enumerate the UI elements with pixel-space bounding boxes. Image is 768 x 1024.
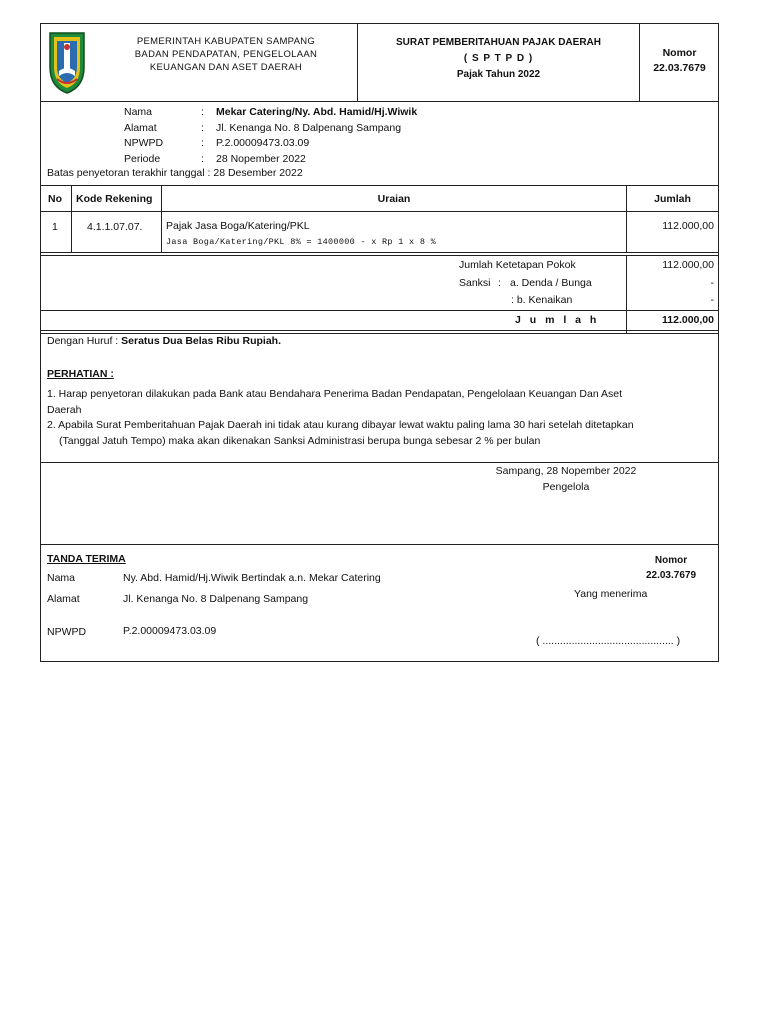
place-date: Sampang, 28 Nopember 2022: [495, 465, 637, 477]
receipt-nomor-value: 22.03.7679: [645, 570, 697, 581]
colon: :: [201, 137, 204, 149]
pokok-label: Jumlah Ketetapan Pokok: [459, 259, 576, 271]
periode-label: Periode: [124, 152, 161, 165]
receipt-alamat-value: Jl. Kenanga No. 8 Dalpenang Sampang: [123, 593, 309, 605]
note-2-cont: (Tanggal Jatuh Tempo) maka akan dikenakan Sanksi Administrasi berupa bunga sebesar 2 % per bulan: [59, 434, 541, 447]
row-detail: Jasa Boga/Katering/PKL 8% = 1400000 - x Rp 1 x 8 %: [166, 237, 437, 247]
col-header-jumlah: Jumlah: [654, 193, 691, 205]
sanksi-label: Sanksi: [459, 277, 491, 289]
colon: :: [498, 277, 501, 289]
payment-deadline: Batas penyetoran terakhir tanggal : 28 Desember 2022: [47, 167, 303, 179]
npwpd-value: P.2.00009473.03.09: [216, 137, 310, 149]
alamat-value: Jl. Kenanga No. 8 Dalpenang Sampang: [216, 121, 402, 134]
nomor-label: Nomor: [662, 47, 697, 59]
npwpd-label: NPWPD: [124, 137, 164, 149]
tax-year: Pajak Tahun 2022: [456, 69, 541, 80]
denda-label: a. Denda / Bunga: [510, 277, 592, 289]
row-uraian: Pajak Jasa Boga/Katering/PKL: [166, 220, 310, 232]
periode-value: 28 Nopember 2022: [216, 152, 306, 165]
terbilang-label: Dengan Huruf :: [47, 335, 119, 347]
note-2: 2. Apabila Surat Pemberitahuan Pajak Daerah ini tidak atau kurang dibayar lewat waktu paling lama 30 hari setelah ditetapkan: [47, 419, 634, 431]
pokok-value: 112.000,00: [662, 259, 714, 271]
receipt-nomor-label: Nomor: [654, 555, 688, 566]
colon: :: [201, 152, 204, 165]
org-line-1: PEMERINTAH KABUPATEN SAMPANG: [136, 36, 316, 47]
row-jumlah: 112.000,00: [662, 220, 714, 232]
total-value: 112.000,00: [662, 314, 714, 326]
total-label: J u m l a h: [515, 314, 600, 326]
colon: :: [201, 121, 204, 134]
document-title-block: [358, 35, 639, 83]
document-abbreviation: ( S P T P D ): [463, 53, 534, 64]
receipt-nama-value: Ny. Abd. Hamid/Hj.Wiwik Bertindak a.n. Mekar Catering: [123, 572, 381, 584]
col-header-uraian: Uraian: [377, 193, 411, 205]
receiver-label: Yang menerima: [574, 588, 648, 600]
receipt-title: TANDA TERIMA: [47, 553, 126, 565]
receipt-alamat-label: Alamat: [47, 593, 80, 605]
row-no: 1: [52, 221, 58, 233]
signer-role: Pengelola: [542, 481, 590, 493]
kenaikan-label: : b. Kenaikan: [511, 294, 573, 306]
document-title: SURAT PEMBERITAHUAN PAJAK DAERAH: [395, 37, 601, 48]
alamat-label: Alamat: [124, 121, 157, 134]
org-line-3: KEUANGAN DAN ASET DAERAH: [149, 62, 303, 73]
terbilang-value: Seratus Dua Belas Ribu Rupiah.: [121, 335, 282, 347]
nama-value: Mekar Catering/Ny. Abd. Hamid/Hj.Wiwik: [216, 106, 418, 118]
receipt-npwpd-label: NPWPD: [47, 626, 87, 638]
nama-label: Nama: [124, 106, 153, 118]
receipt-nama-label: Nama: [47, 572, 76, 584]
colon: :: [201, 106, 204, 118]
sampang-shield-icon: [47, 29, 87, 95]
note-1: 1. Harap penyetoran dilakukan pada Bank atau Bendahara Penerima Badan Pendapatan, Pengelolaan Keuangan Dan Aset: [47, 388, 623, 400]
signature-block: [461, 463, 671, 495]
col-header-no: No: [48, 193, 62, 205]
regency-logo: [47, 29, 87, 95]
note-1-cont: Daerah: [47, 403, 82, 416]
receipt-number-block: [629, 553, 713, 583]
org-line-2: BADAN PENDAPATAN, PENGELOLAAN: [134, 49, 318, 60]
document-number-block: [640, 46, 719, 76]
perhatian-notes: [47, 387, 715, 449]
organization-name: [111, 35, 341, 74]
nomor-value: 22.03.7679: [653, 62, 706, 74]
taxpayer-info: [124, 105, 417, 167]
row-kode: 4.1.1.07.07.: [87, 221, 143, 233]
denda-value: -: [710, 277, 714, 289]
col-header-kode: Kode Rekening: [76, 193, 153, 205]
perhatian-title: PERHATIAN :: [47, 368, 114, 380]
amount-in-words: [47, 335, 281, 347]
kenaikan-value: -: [710, 294, 714, 306]
receipt-npwpd-value: P.2.00009473.03.09: [123, 625, 217, 637]
receiver-signature-line: ( ............................................. ): [536, 635, 681, 647]
sptpd-document: [40, 23, 719, 662]
